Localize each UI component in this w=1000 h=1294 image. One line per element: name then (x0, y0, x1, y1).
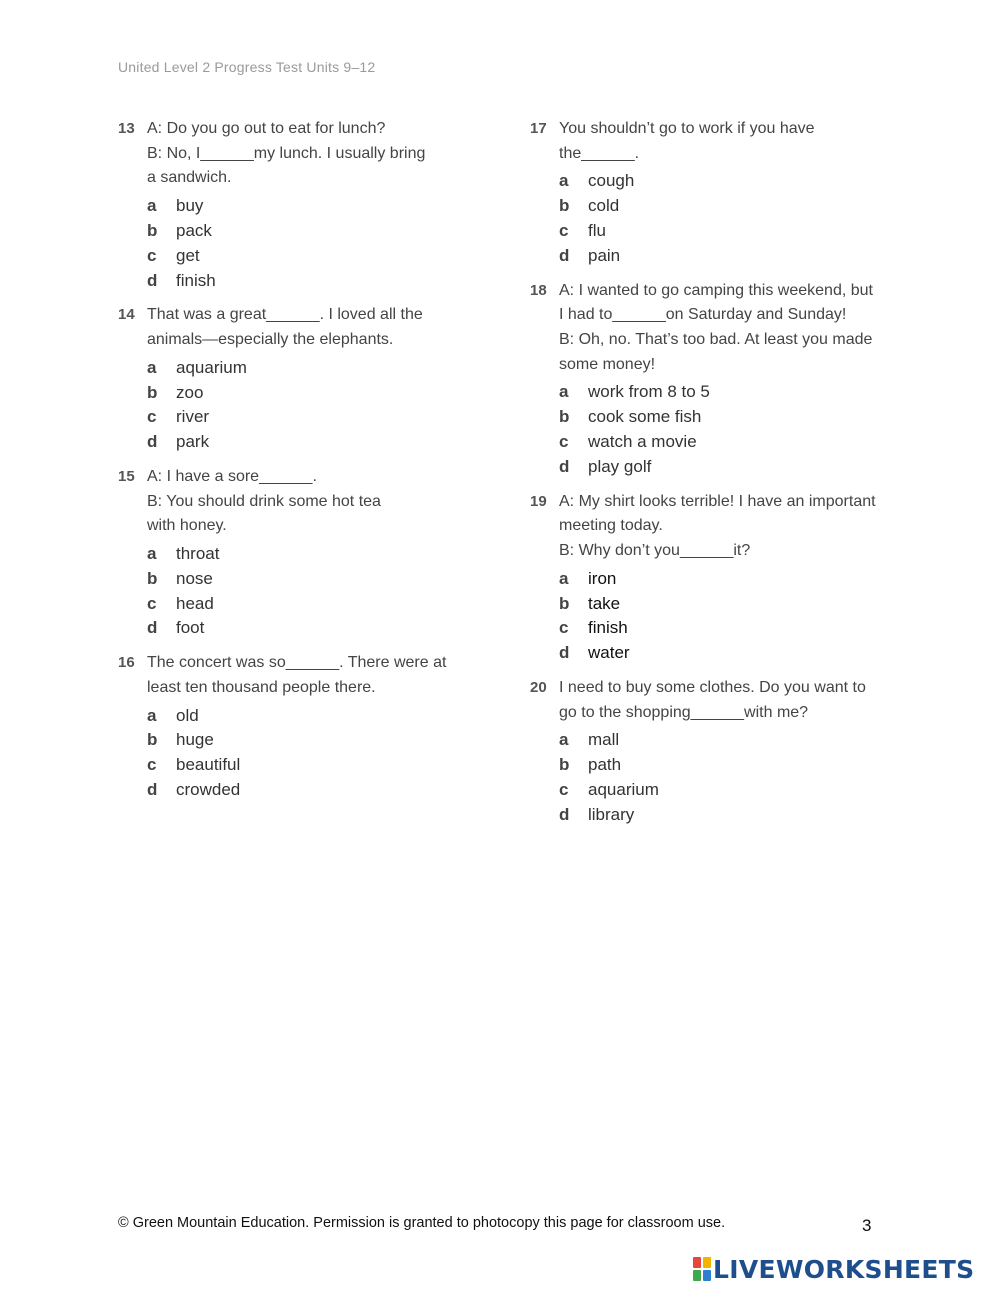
option-letter: b (147, 730, 158, 750)
option-letter: a (147, 196, 157, 216)
option-letter: a (559, 568, 569, 588)
question-text (147, 651, 446, 700)
option-text: park (176, 432, 210, 452)
answer-option[interactable] (147, 430, 488, 455)
option-text: take (588, 593, 621, 613)
answer-option[interactable] (559, 728, 900, 753)
question-line: B: Oh, no. That’s too bad. At least you made (559, 331, 873, 348)
question-16 (118, 651, 488, 803)
question-number: 19 (530, 492, 547, 510)
answer-option[interactable] (559, 169, 900, 194)
answer-option[interactable] (147, 244, 488, 269)
right-column (530, 117, 900, 837)
question-line: B: Why don’t you______it? (559, 542, 751, 559)
option-text: old (176, 705, 199, 725)
question-line: You shouldn’t go to work if you have (559, 120, 815, 137)
option-letter: c (147, 407, 157, 427)
option-letter: a (559, 171, 569, 191)
option-text: finish (588, 618, 628, 638)
answer-options (530, 169, 900, 268)
question-line: I need to buy some clothes. Do you want to (559, 678, 866, 696)
option-text: crowded (176, 779, 241, 799)
option-text: path (588, 755, 622, 775)
question-number: 16 (118, 654, 135, 672)
page-number: 3 (862, 1216, 872, 1235)
question-text (147, 465, 381, 539)
question-line: A: Do you go out to eat for lunch? (147, 120, 386, 137)
answer-option[interactable] (559, 753, 900, 778)
answer-option[interactable] (559, 778, 900, 803)
option-letter: b (147, 382, 158, 402)
option-letter: a (147, 705, 157, 725)
option-letter: c (147, 245, 157, 265)
question-20 (530, 676, 900, 828)
logo-mark-icon (693, 1257, 711, 1281)
option-text: finish (176, 270, 216, 290)
question-14 (118, 303, 488, 455)
answer-option[interactable] (559, 592, 900, 617)
answer-option[interactable] (559, 194, 900, 219)
answer-options (530, 567, 900, 666)
option-text: zoo (176, 382, 204, 402)
logo-tile (693, 1270, 701, 1281)
question-text (559, 676, 866, 725)
option-text: beautiful (176, 755, 241, 775)
logo-tile (703, 1257, 711, 1268)
answer-options (118, 542, 488, 641)
option-letter: c (559, 618, 569, 638)
left-column (118, 117, 488, 813)
question-text (147, 303, 423, 352)
answer-option[interactable] (147, 269, 488, 294)
question-line: A: I wanted to go camping this weekend, but (559, 281, 873, 299)
option-letter: d (559, 456, 570, 476)
answer-option[interactable] (147, 381, 488, 406)
option-letter: b (147, 220, 158, 240)
answer-options (118, 194, 488, 293)
answer-option[interactable] (147, 542, 488, 567)
answer-option[interactable] (147, 592, 488, 617)
answer-option[interactable] (559, 244, 900, 269)
option-text: water (588, 643, 630, 663)
option-text: cook some fish (588, 407, 702, 427)
option-text: river (176, 407, 210, 427)
logo-tile (693, 1257, 701, 1268)
option-letter: a (559, 730, 569, 750)
answer-option[interactable] (559, 430, 900, 455)
answer-option[interactable] (147, 194, 488, 219)
answer-option[interactable] (559, 641, 900, 666)
answer-option[interactable] (147, 405, 488, 430)
answer-option[interactable] (147, 356, 488, 381)
option-text: throat (176, 544, 220, 563)
option-letter: b (559, 407, 570, 427)
option-text: mall (588, 730, 620, 750)
option-letter: d (147, 779, 158, 799)
answer-option[interactable] (559, 567, 900, 592)
question-19 (530, 490, 900, 666)
option-text: head (176, 593, 214, 613)
option-text: pack (176, 220, 212, 240)
answer-option[interactable] (147, 616, 488, 641)
option-text: iron (588, 568, 617, 588)
answer-option[interactable] (559, 616, 900, 641)
question-line: go to the shopping______with me? (559, 703, 809, 721)
question-line: A: I have a sore______. (147, 467, 317, 485)
answer-option[interactable] (559, 219, 900, 244)
option-letter: a (147, 357, 157, 377)
question-line: B: No, I______my lunch. I usually bring (147, 144, 426, 162)
question-number: 18 (530, 281, 547, 299)
answer-option[interactable] (147, 567, 488, 592)
option-text: nose (176, 568, 213, 588)
option-text: huge (176, 730, 214, 750)
option-letter: d (147, 432, 158, 452)
answer-option[interactable] (147, 778, 488, 803)
option-text: work from 8 to 5 (588, 382, 710, 402)
answer-options (118, 704, 488, 803)
answer-option[interactable] (559, 405, 900, 430)
question-text (559, 117, 815, 166)
question-18 (530, 279, 900, 480)
option-letter: b (559, 593, 570, 613)
option-letter: b (559, 755, 570, 775)
question-text (147, 117, 425, 191)
question-15 (118, 465, 488, 641)
option-letter: d (559, 804, 570, 824)
question-line: some money! (559, 355, 656, 373)
option-letter: d (559, 245, 570, 265)
question-line: a sandwich. (147, 169, 232, 187)
option-text: buy (176, 196, 204, 216)
answer-options (530, 380, 900, 479)
question-line: A: My shirt looks terrible! I have an important (559, 492, 876, 510)
answer-options (530, 728, 900, 827)
option-letter: c (559, 432, 569, 451)
copyright-footer: © Green Mountain Education. Permission is granted to photocopy this page for classroom use. (118, 1215, 726, 1231)
question-text (559, 490, 876, 564)
option-letter: b (147, 568, 158, 588)
question-17 (530, 117, 900, 269)
question-line: animals—especially the elephants. (147, 331, 394, 348)
question-text (559, 279, 873, 378)
page-header: United Level 2 Progress Test Units 9–12 (118, 59, 376, 75)
answer-option[interactable] (559, 803, 900, 828)
option-letter: c (147, 593, 157, 613)
option-text: aquarium (176, 357, 247, 377)
option-letter: d (147, 618, 158, 638)
liveworksheets-logo (693, 1254, 974, 1284)
option-text: flu (588, 221, 606, 240)
option-text: cough (588, 171, 635, 191)
option-text: library (588, 804, 635, 824)
option-letter: c (147, 755, 157, 775)
question-line: with honey. (147, 517, 227, 535)
question-number: 17 (530, 120, 547, 137)
option-text: aquarium (588, 779, 659, 799)
answer-option[interactable] (559, 455, 900, 480)
question-line: That was a great______. I loved all the (147, 306, 423, 324)
option-letter: c (559, 779, 569, 799)
option-letter: c (559, 221, 569, 240)
answer-options (118, 356, 488, 455)
question-line: least ten thousand people there. (147, 678, 376, 696)
answer-option[interactable] (147, 704, 488, 729)
option-letter: a (147, 544, 157, 563)
option-letter: d (147, 270, 158, 290)
answer-option[interactable] (147, 219, 488, 244)
question-line: the______. (559, 144, 640, 162)
option-letter: a (559, 382, 569, 402)
question-number: 13 (118, 120, 135, 137)
logo-tile (703, 1270, 711, 1281)
option-text: foot (176, 618, 205, 638)
option-letter: b (559, 196, 570, 216)
option-letter: d (559, 643, 570, 663)
option-text: watch a movie (588, 432, 697, 451)
question-number: 14 (118, 306, 135, 324)
logo-text: LIVEWORKSHEETS (713, 1254, 975, 1284)
answer-option[interactable] (147, 753, 488, 778)
question-line: The concert was so______. There were at (147, 654, 447, 672)
option-text: play golf (588, 456, 652, 476)
question-line: meeting today. (559, 517, 663, 535)
question-line: B: You should drink some hot tea (147, 492, 381, 510)
option-text: pain (588, 245, 621, 265)
answer-option[interactable] (559, 380, 900, 405)
option-text: cold (588, 196, 620, 216)
answer-option[interactable] (147, 728, 488, 753)
option-text: get (176, 245, 200, 265)
question-13 (118, 117, 488, 293)
question-number: 15 (118, 467, 135, 485)
question-number: 20 (530, 678, 547, 696)
question-line: I had to______on Saturday and Sunday! (559, 306, 847, 324)
